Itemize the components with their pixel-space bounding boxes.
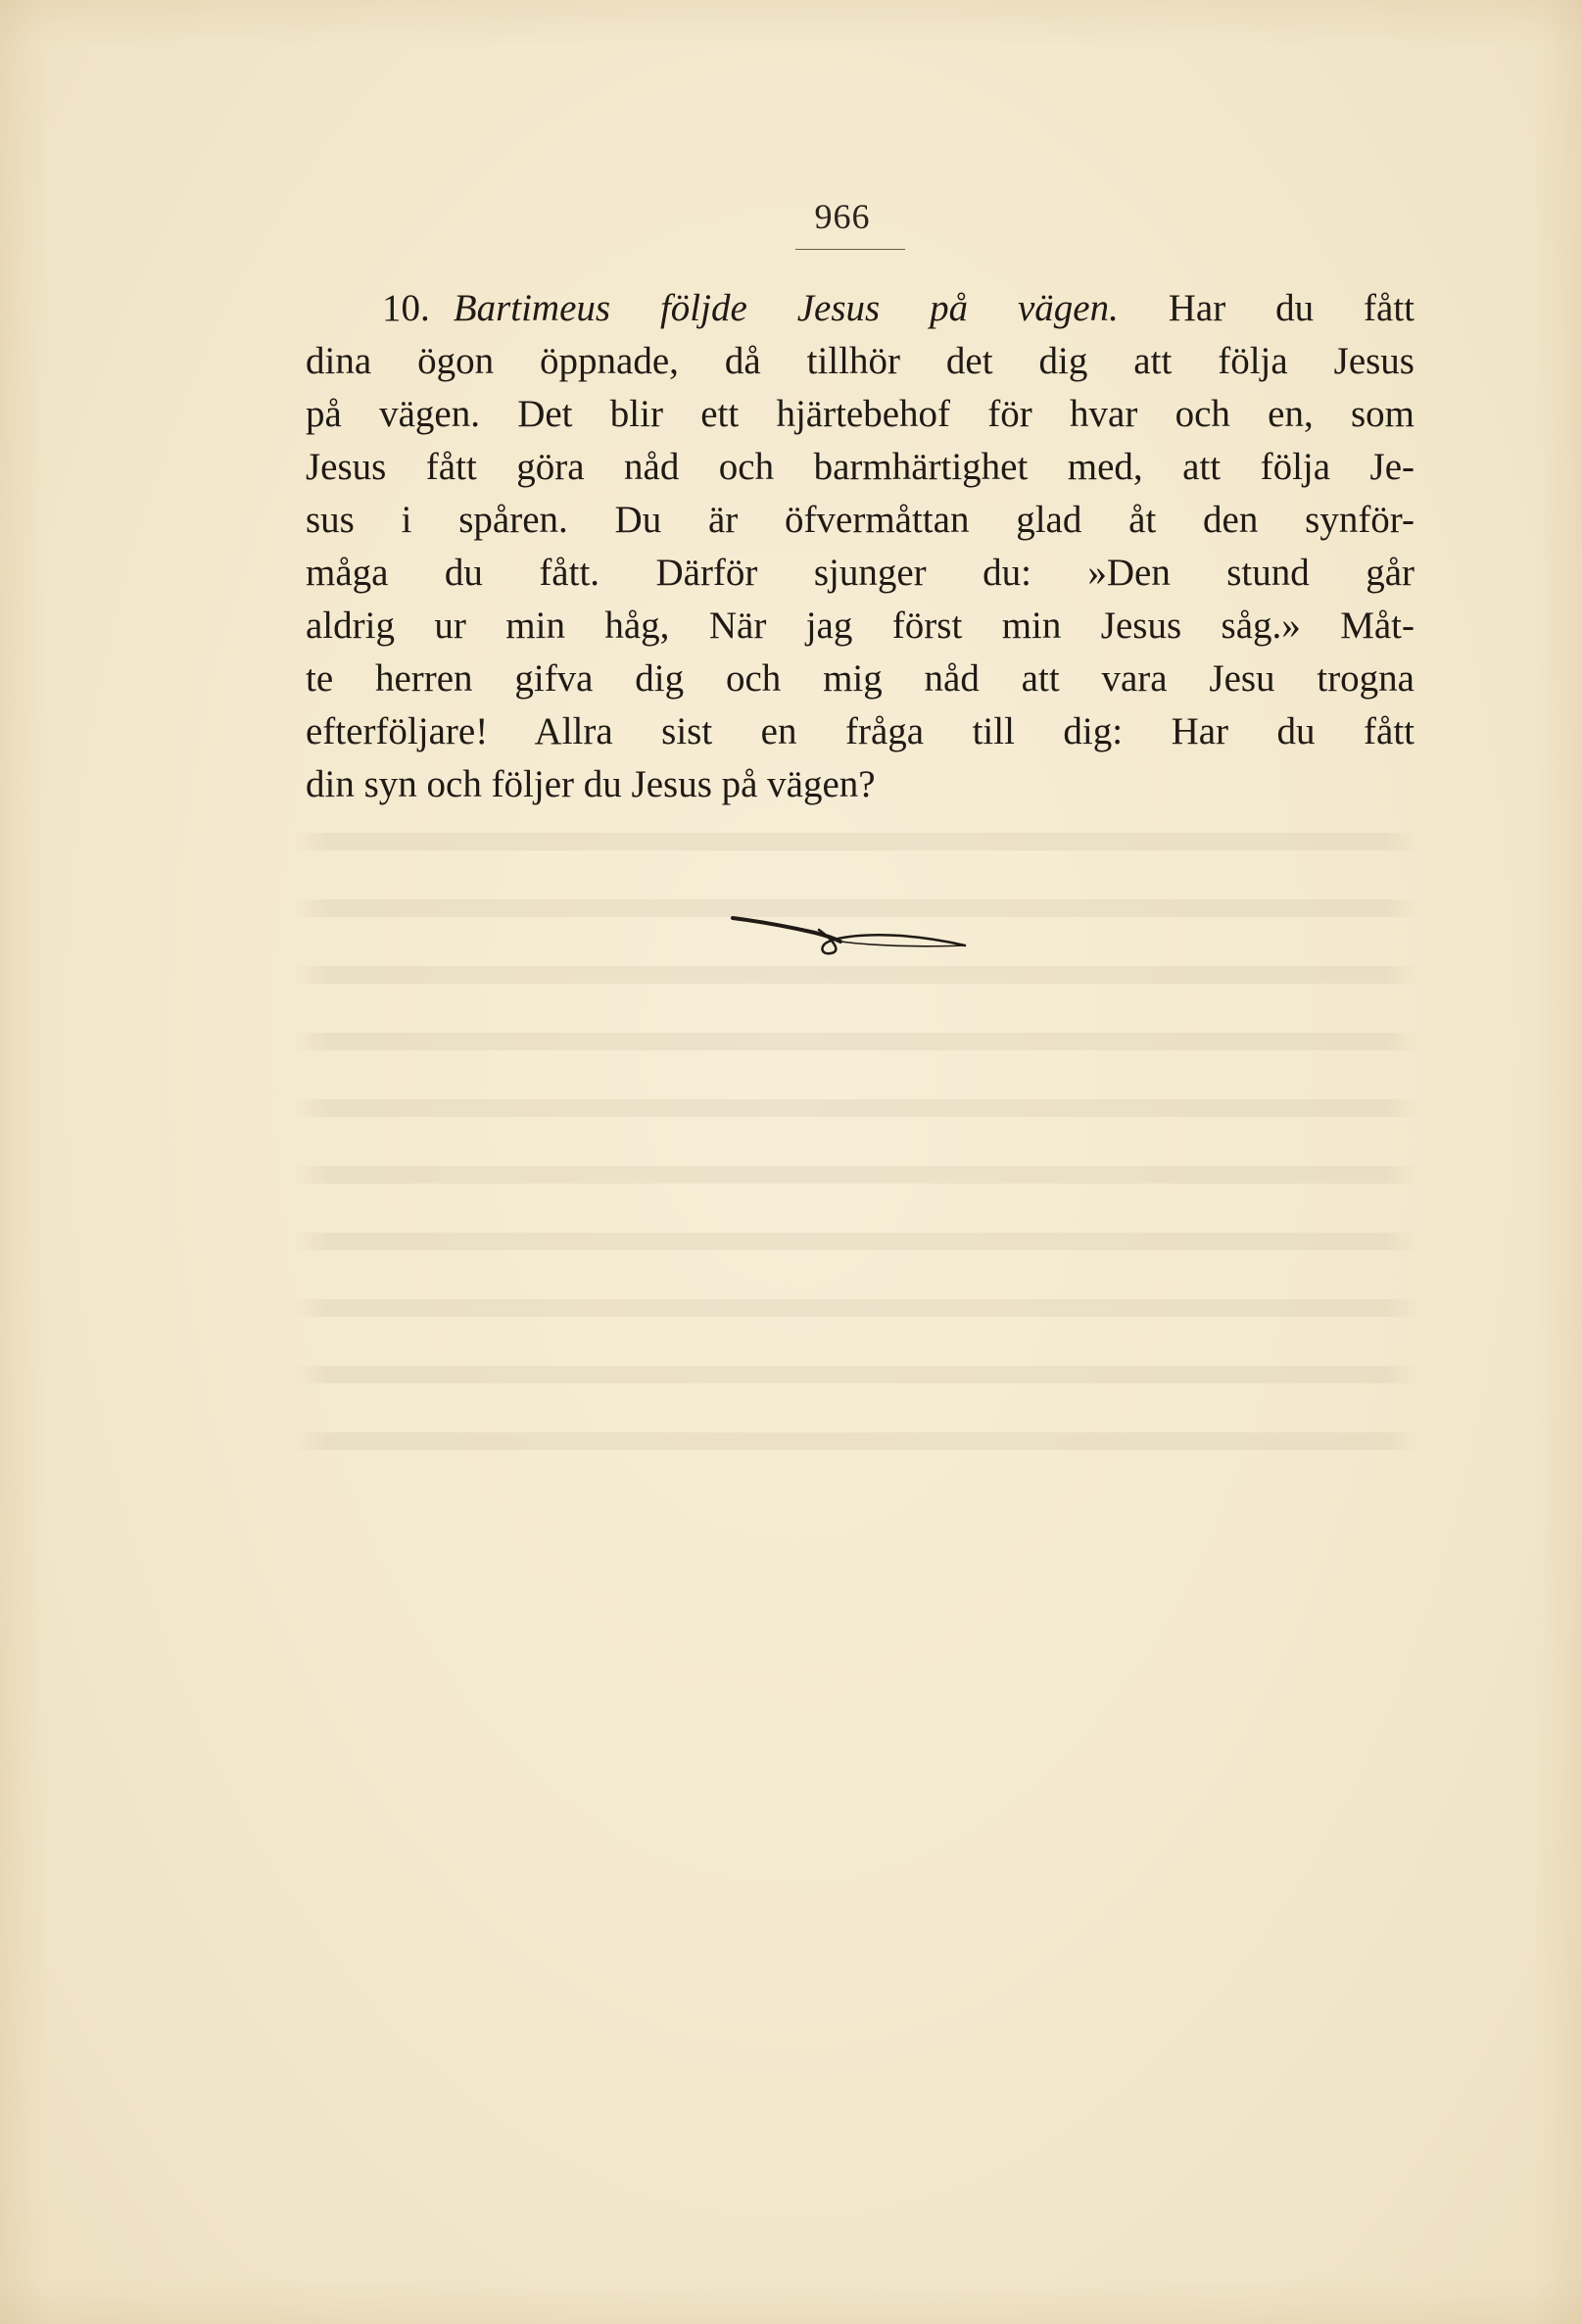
section-title: Bartimeus följde Jesus på vägen. (453, 287, 1119, 329)
text-line-last: din syn och följer du Jesus på vägen? (306, 763, 876, 805)
text-line: sus i spåren. Du är öfvermåttan glad åt den synför- (306, 499, 1414, 541)
page-number-rule (795, 249, 905, 250)
text-line: måga du fått. Därför sjunger du: »Den stund går (306, 552, 1414, 594)
text-line: dina ögon öppnade, då tillhör det dig att följa Jesus (306, 340, 1414, 382)
text-line: Jesus fått göra nåd och barmhärtighet med, att följa Je- (306, 446, 1414, 488)
tailpiece-flourish-icon (725, 906, 970, 965)
text-line: aldrig ur min håg, När jag först min Jesus såg.» Måt- (306, 605, 1414, 647)
text-line: te herren gifva dig och mig nåd att vara Jesu trogna (306, 657, 1414, 700)
section-number: 10. (382, 287, 430, 329)
section-first-line (306, 282, 1414, 335)
first-line-rest: Har du fått (1168, 287, 1415, 329)
text-line: efterföljare! Allra sist en fråga till dig: Har du fått (306, 710, 1414, 752)
section-text (306, 282, 1414, 811)
text-line: på vägen. Det blir ett hjärtebehof för hvar och en, som (306, 393, 1414, 435)
page-number: 966 (814, 197, 871, 236)
